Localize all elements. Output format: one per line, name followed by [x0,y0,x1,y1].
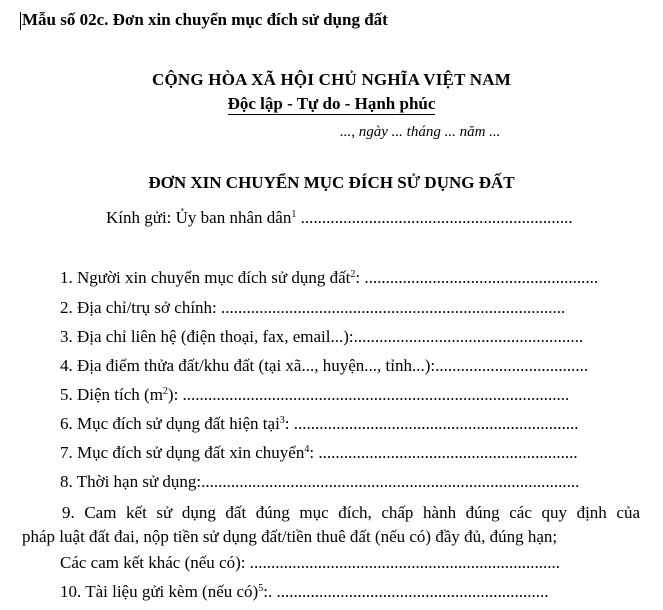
footnote-marker: 4 [304,444,310,455]
footnote-marker: 1 [291,209,297,220]
field-label: 5. Diện tích (m [60,385,163,404]
field-label: 4. Địa điểm thửa đất/khu đất (tại xã..., huyện..., tỉnh...): [60,356,436,375]
field-dots: ......................................................................................... [201,472,580,491]
footnote-marker: 5 [258,583,264,594]
date-line: ..., ngày ... tháng ... năm ... [340,124,501,140]
recipient-label: Kính gửi: Ủy ban nhân dân [106,208,292,227]
field-label: Các cam kết khác (nếu có): [60,553,246,572]
field-dots: ................................................................................. [216,298,566,317]
footnote-marker: 3 [279,415,285,426]
field-usage-term[interactable] [60,472,579,492]
field-dots: : ....................................................... [355,268,599,287]
field-current-purpose[interactable] [60,414,579,434]
field-label: 2. Địa chỉ/trụ sở chính: [60,298,217,317]
footnote-marker: 2 [350,269,356,280]
field-label: 3. Địa chỉ liên hệ (điện thoại, fax, email...): [60,327,354,346]
field-other-commitments[interactable] [60,553,560,573]
field-attachments[interactable] [60,582,548,602]
field-label: 7. Mục đích sử dụng đất xin chuyển [60,443,305,462]
national-title: CỘNG HÒA XÃ HỘI CHỦ NGHĨA VIỆT NAM [152,70,511,89]
commitment-paragraph [22,501,640,549]
field-dots: .................................... [435,356,589,375]
field-dots: ......................................................................... [245,553,560,572]
form-number-heading: Mẫu số 02c. Đơn xin chuyển mục đích sử dụng đất [22,10,388,29]
commitment-line-1: 9. Cam kết sử dụng đất đúng mục đích, chấp hành đúng các quy định của [62,503,640,522]
recipient-line[interactable] [106,208,573,228]
field-label: 10. Tài liệu gửi kèm (nếu có) [60,582,259,601]
commitment-line-2: pháp luật đất đai, nộp tiền sử dụng đất/tiền thuê đất (nếu có) đầy đủ, đúng hạn; [22,527,558,546]
field-dots: :. ................................................................ [263,582,549,601]
field-applicant[interactable] [60,268,598,288]
superscript-2: 2 [162,386,168,397]
field-dots: : ................................................................... [284,414,579,433]
field-dots: ...................................................... [353,327,584,346]
motto: Độc lập - Tự do - Hạnh phúc [227,94,436,113]
field-main-address[interactable] [60,298,565,318]
field-land-location[interactable] [60,356,588,376]
motto-row [0,94,663,114]
field-contact-address[interactable] [60,327,583,347]
field-requested-purpose[interactable] [60,443,578,463]
field-label: 1. Người xin chuyển mục đích sử dụng đất [60,268,351,287]
field-dots: ): ........................................................................................... [167,385,570,404]
field-label: 6. Mục đích sử dụng đất hiện tại [60,414,280,433]
field-area[interactable] [60,385,569,405]
document-title: ĐƠN XIN CHUYỂN MỤC ĐÍCH SỬ DỤNG ĐẤT [148,173,515,192]
recipient-dots: ................................................................ [296,208,573,227]
field-label: 8. Thời hạn sử dụng: [60,472,202,491]
field-dots: : ............................................................. [309,443,578,462]
